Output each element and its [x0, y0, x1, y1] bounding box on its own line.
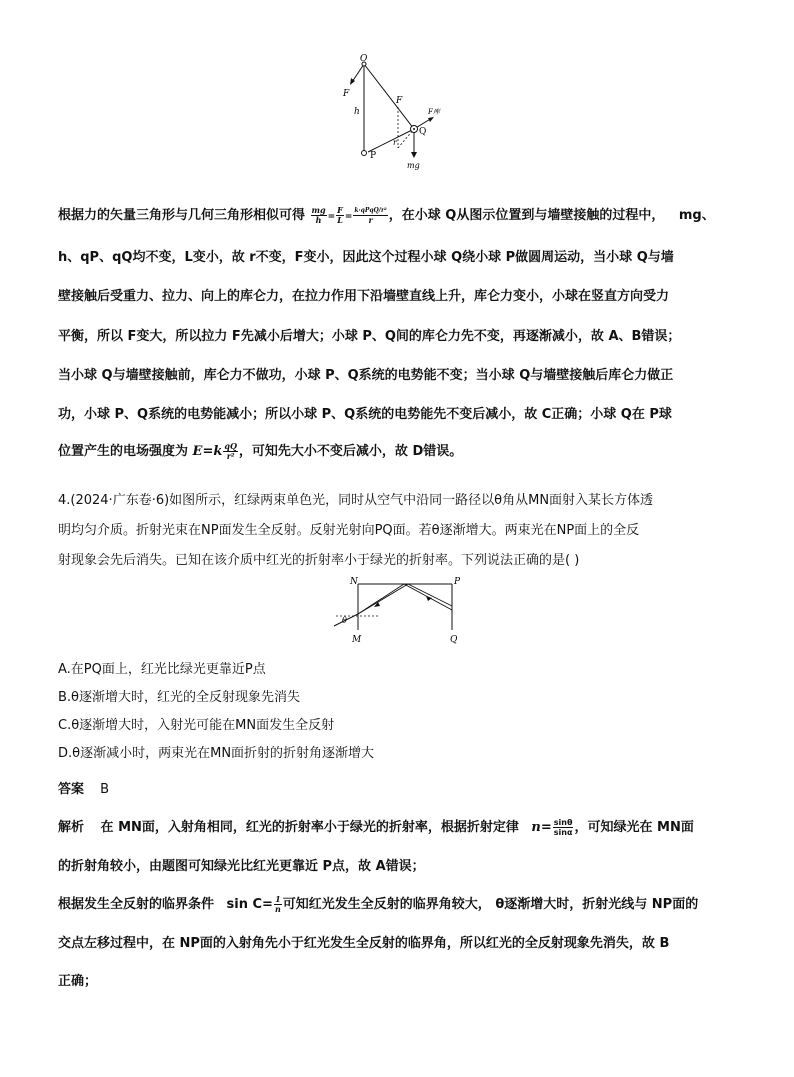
answer-label: 答案 — [58, 782, 85, 797]
label-m: M — [352, 635, 362, 645]
answer-value: B — [100, 782, 110, 797]
label-p2: P — [454, 577, 461, 587]
label-q: Q — [419, 127, 427, 137]
analysis-label: 解析 — [58, 820, 85, 835]
label-r: r — [393, 138, 397, 147]
optics-figure — [328, 574, 468, 648]
reflected-ray-2 — [408, 584, 452, 606]
solution-line-3: 壁接触后受重力、拉力、向上的库仑力，在拉力作用下沿墙壁直线上升，库仑力变小，小球在竖直方向受力 — [58, 289, 670, 304]
analysis-line-2: 的折射角较小，由题图可知绿光比红光更靠近 P点，故 A错误； — [58, 859, 425, 874]
solution-line-1: 根据力的矢量三角形与几何三角形相似可得 $\frac{mg}{h}$ = $\frac{F}{L}$ = $\frac{\text{k·qPqQ/r²}}{r}$ ，在小球 Q从图示位置到与墙壁接触的过程中， mg、 — [58, 205, 715, 225]
option-d: D.θ逐渐减小时，两束光在MN面折射的折射角逐渐增大 — [58, 746, 375, 761]
r-line — [368, 129, 414, 152]
option-b: B.θ逐渐增大时，红光的全反射现象先消失 — [58, 690, 301, 705]
refracted-ray-2 — [358, 584, 408, 614]
label-theta: θ — [342, 616, 347, 625]
ball-p — [362, 151, 367, 156]
analysis-line-5: 正确； — [58, 974, 98, 989]
label-q2: Q — [450, 635, 458, 645]
option-a: A.在PQ面上，红光比绿光更靠近P点 — [58, 662, 266, 677]
label-f-mid: F — [396, 96, 403, 106]
solution-line-5: 当小球 Q与墙壁接触前，库仑力不做功，小球 P、Q系统的电势能不变；当小球 Q与墙壁接触后库仑力做正 — [58, 368, 674, 383]
answer-line — [58, 778, 109, 797]
solution-line-4: 平衡，所以 F变大，所以拉力 F先减小后增大；小球 P、Q间的库仑力先不变，再逐渐减小，故 A、B错误； — [58, 329, 681, 344]
analysis-line-4: 交点左移过程中，在 NP面的入射角先小于红光发生全反射的临界角，所以红光的全反射现象先消失，故 B — [58, 936, 670, 951]
f-arrow — [352, 64, 364, 82]
string-line — [364, 64, 414, 129]
label-n: N — [350, 577, 358, 587]
pendulum-figure — [330, 52, 450, 176]
question-4-line-3: 射现象会先后消失。已知在该介质中红光的折射率小于绿光的折射率。下列说法正确的是( ) — [58, 553, 580, 568]
solution-line-2: h、qP、qQ均不变，L变小，故 r不变，F变小，因此这个过程小球 Q绕小球 P做圆周运动，当小球 Q与墙 — [58, 250, 674, 265]
question-4-line-2: 明均匀介质。折射光束在NP面发生全反射。反射光射向PQ面。若θ逐渐增大。两束光在NP面上的全反 — [58, 523, 640, 538]
analysis-line-1: 解析 在 MN面，入射角相同，红光的折射率小于绿光的折射率，根据折射定律 n= $\frac{\sin\theta}{\sin\alpha}$ ，可知绿光在 MN面 — [58, 818, 694, 837]
label-p: P — [370, 151, 377, 161]
analysis-line-3: 根据发生全反射的临界条件 sin C= $\frac{1}{n}$ 可知红光发生全反射的临界角较大， θ逐渐增大时，折射光线与 NP面的 — [58, 894, 699, 914]
question-4-line-1: 4.(2024·广东卷·6)如图所示，红绿两束单色光，同时从空气中沿同一路径以θ角从MN面射入某长方体透 — [58, 493, 654, 508]
label-h: h — [354, 107, 360, 117]
solution-line-6: 功，小球 P、Q系统的电势能减小；所以小球 P、Q系统的电势能先不变后减小，故 C正确；小球 Q在 P球 — [58, 407, 672, 422]
label-o: O — [360, 54, 368, 64]
label-mg: mg — [407, 161, 420, 170]
solution-line-7: 位置产生的电场强度为 E=k $\frac{qQ}{\text{r²}}$ ，可知先大小不变后减小，故 D错误。 — [58, 441, 463, 461]
label-f-left: F — [343, 89, 350, 99]
label-f-ku: F库 — [428, 108, 440, 116]
option-c: C.θ逐渐增大时，入射光可能在MN面发生全反射 — [58, 718, 335, 733]
